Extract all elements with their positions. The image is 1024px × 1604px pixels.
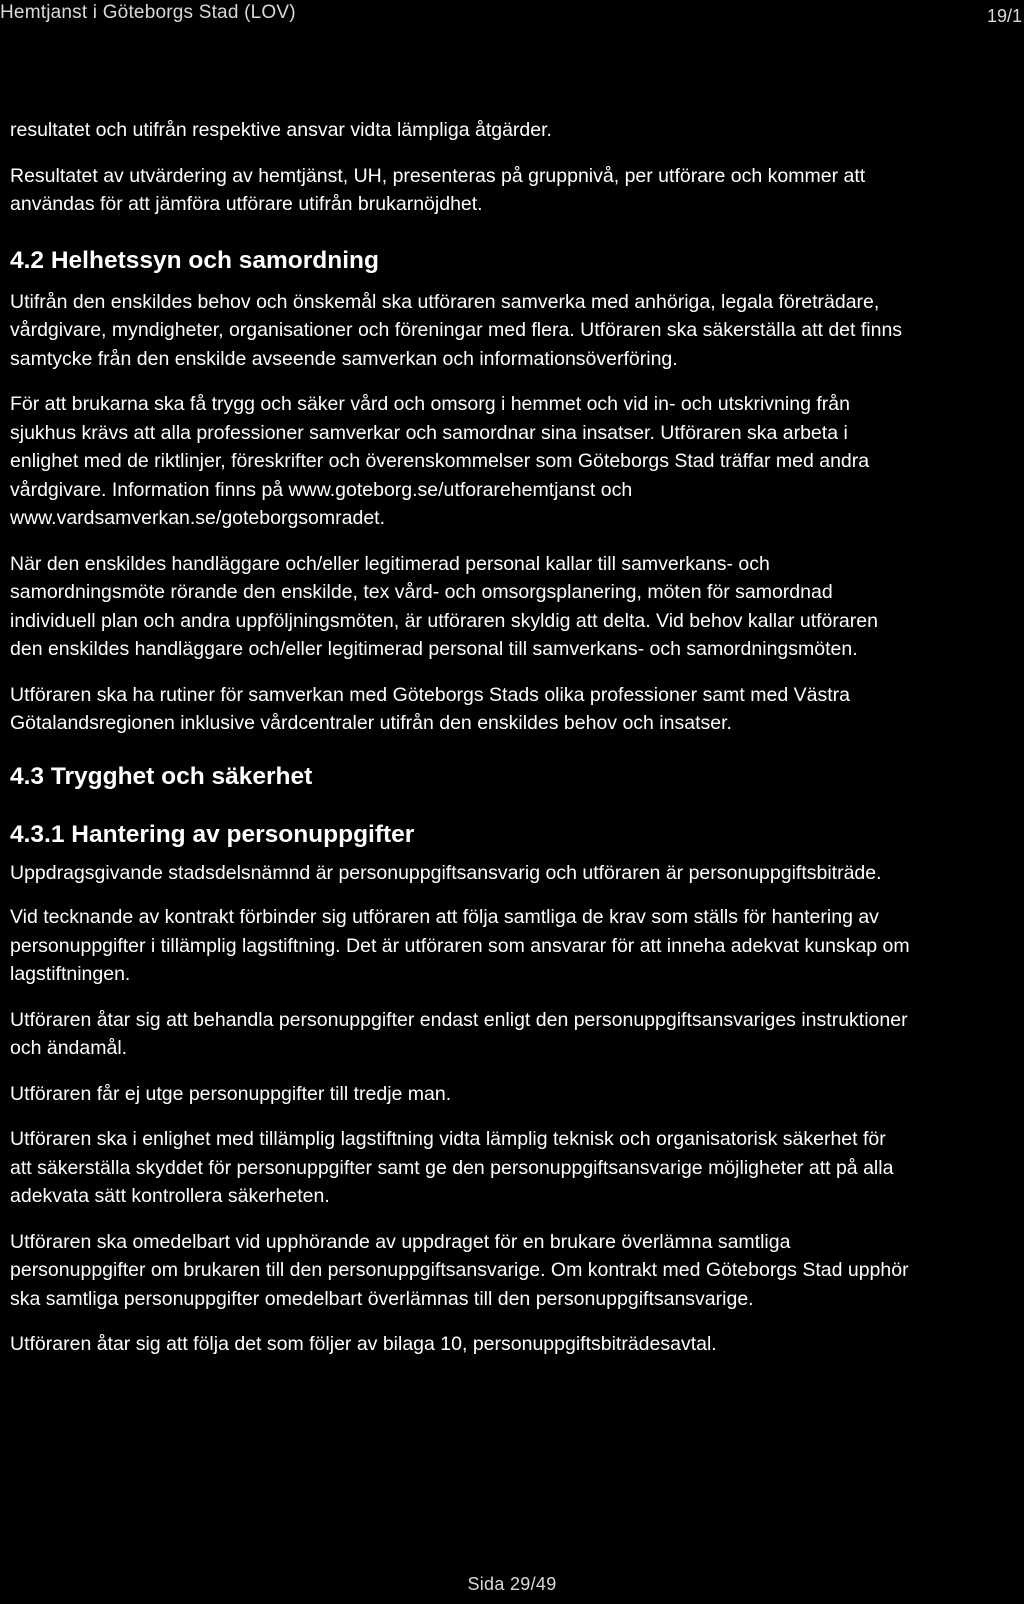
document-header-page-ref: 19/1 — [986, 6, 1022, 26]
paragraph-third-party — [10, 1080, 1024, 1109]
text-line: vårdgivare. Information finns på www.goteborg.se/utforarehemtjanst och — [10, 478, 633, 501]
paragraph-processing-instructions — [10, 1006, 1024, 1063]
text-line: samtycke från den enskilde avseende samverkan och informationsöverföring. — [10, 347, 678, 370]
text-line: den enskildes handläggare och/eller legitimerad personal till samverkans- och samordningsmöten. — [10, 638, 858, 660]
text-line: sjukhus krävs att alla professioner samverkar och samordnar sina insatser. Utföraren ska arbeta i — [10, 421, 848, 444]
text-line: Vid tecknande av kontrakt förbinder sig utföraren att följa samtliga de krav som ställs för hantering av — [10, 906, 879, 928]
paragraph-security-measures — [10, 1125, 1024, 1211]
paragraph-meetings — [10, 550, 1024, 664]
paragraph-evaluation — [10, 162, 1024, 219]
text-line: adekvata sätt kontrollera säkerheten. — [10, 1185, 330, 1207]
text-line: Utföraren åtar sig att följa det som följer av bilaga 10, personuppgiftsbiträdesavtal. — [10, 1333, 717, 1355]
text-line: individuell plan och andra uppföljningsmöten, är utföraren skyldig att delta. Vid behov kallar utföraren — [10, 609, 878, 632]
paragraph-data-controller — [10, 859, 1024, 888]
page-number-footer: Sida 29/49 — [467, 1574, 557, 1594]
text-line: lagstiftningen. — [10, 963, 131, 985]
text-line: vårdgivare, myndigheter, organisationer och föreningar med flera. Utföraren ska säkerställa att det finns — [10, 319, 903, 341]
text-line: Utföraren ska ha rutiner för samverkan med Göteborgs Stads olika professioner samt med Västra — [10, 683, 850, 706]
section-heading-4-2: 4.2 Helhetssyn och samordning — [10, 246, 379, 274]
paragraph-cooperation — [10, 288, 1024, 374]
text-line: resultatet och utifrån respektive ansvar vidta lämpliga åtgärder. — [10, 119, 552, 141]
text-line: Utföraren får ej utge personuppgifter till tredje man. — [10, 1082, 452, 1105]
text-line: samordningsmöte rörande den enskilde, tex vård- och omsorgsplanering, möten för samordnad — [10, 581, 833, 603]
text-line: www.vardsamverkan.se/goteborgsomradet. — [10, 507, 386, 529]
paragraph-safe-care — [10, 390, 1024, 533]
text-line: att säkerställa skyddet för personuppgifter samt ge den personuppgiftsansvarige möjligheter att på alla — [10, 1156, 894, 1179]
text-line: Utifrån den enskildes behov och önskemål ska utföraren samverka med anhöriga, legala företrädare, — [10, 290, 880, 313]
document-body — [10, 116, 1024, 1359]
paragraph-appendix-reference — [10, 1330, 1024, 1359]
text-line: användas för att jämföra utförare utifrån brukarnöjdhet. — [10, 193, 483, 215]
text-line: När den enskildes handläggare och/eller legitimerad personal kallar till samverkans- och — [10, 552, 770, 575]
text-line: Götalandsregionen inklusive vårdcentraler utifrån den enskildes behov och insatser. — [10, 712, 732, 734]
text-line: Utföraren ska i enlighet med tillämplig lagstiftning vidta lämplig teknisk och organisatorisk säkerhet för — [10, 1128, 886, 1150]
text-line: personuppgifter om brukaren till den personuppgiftsansvarige. Om kontrakt med Göteborgs Stad upphör — [10, 1259, 909, 1281]
text-line: enlighet med de riktlinjer, föreskrifter och överenskommelser som Göteborgs Stad träffar med andra — [10, 450, 870, 472]
paragraph-contract-requirements — [10, 903, 1024, 989]
text-line: Utföraren ska omedelbart vid upphörande av uppdraget för en brukare överlämna samtliga — [10, 1230, 791, 1253]
section-heading-4-3: 4.3 Trygghet och säkerhet — [10, 762, 313, 790]
text-line: För att brukarna ska få trygg och säker vård och omsorg i hemmet och vid in- och utskrivning från — [10, 393, 850, 415]
text-line: Utföraren åtar sig att behandla personuppgifter endast enligt den personuppgiftsansvariges instruktioner — [10, 1008, 908, 1031]
text-line: Resultatet av utvärdering av hemtjänst, UH, presenteras på gruppnivå, per utförare och kommer att — [10, 164, 866, 187]
document-header-title: Hemtjanst i Göteborgs Stad (LOV) — [0, 2, 296, 23]
paragraph-results-measures — [10, 116, 1024, 145]
section-heading-4-3-1: 4.3.1 Hantering av personuppgifter — [10, 820, 415, 848]
paragraph-data-handover — [10, 1228, 1024, 1314]
text-line: och ändamål. — [10, 1037, 128, 1059]
paragraph-routines — [10, 681, 1024, 738]
text-line: ska samtliga personuppgifter omedelbart överlämnas till den personuppgiftsansvarige. — [10, 1287, 754, 1310]
text-line: personuppgifter i tillämplig lagstiftning. Det är utföraren som ansvarar för att inneha adekvat kunskap om — [10, 934, 910, 957]
text-line: Uppdragsgivande stadsdelsnämnd är personuppgiftsansvarig och utföraren är personuppgiftsbiträde. — [10, 861, 882, 884]
